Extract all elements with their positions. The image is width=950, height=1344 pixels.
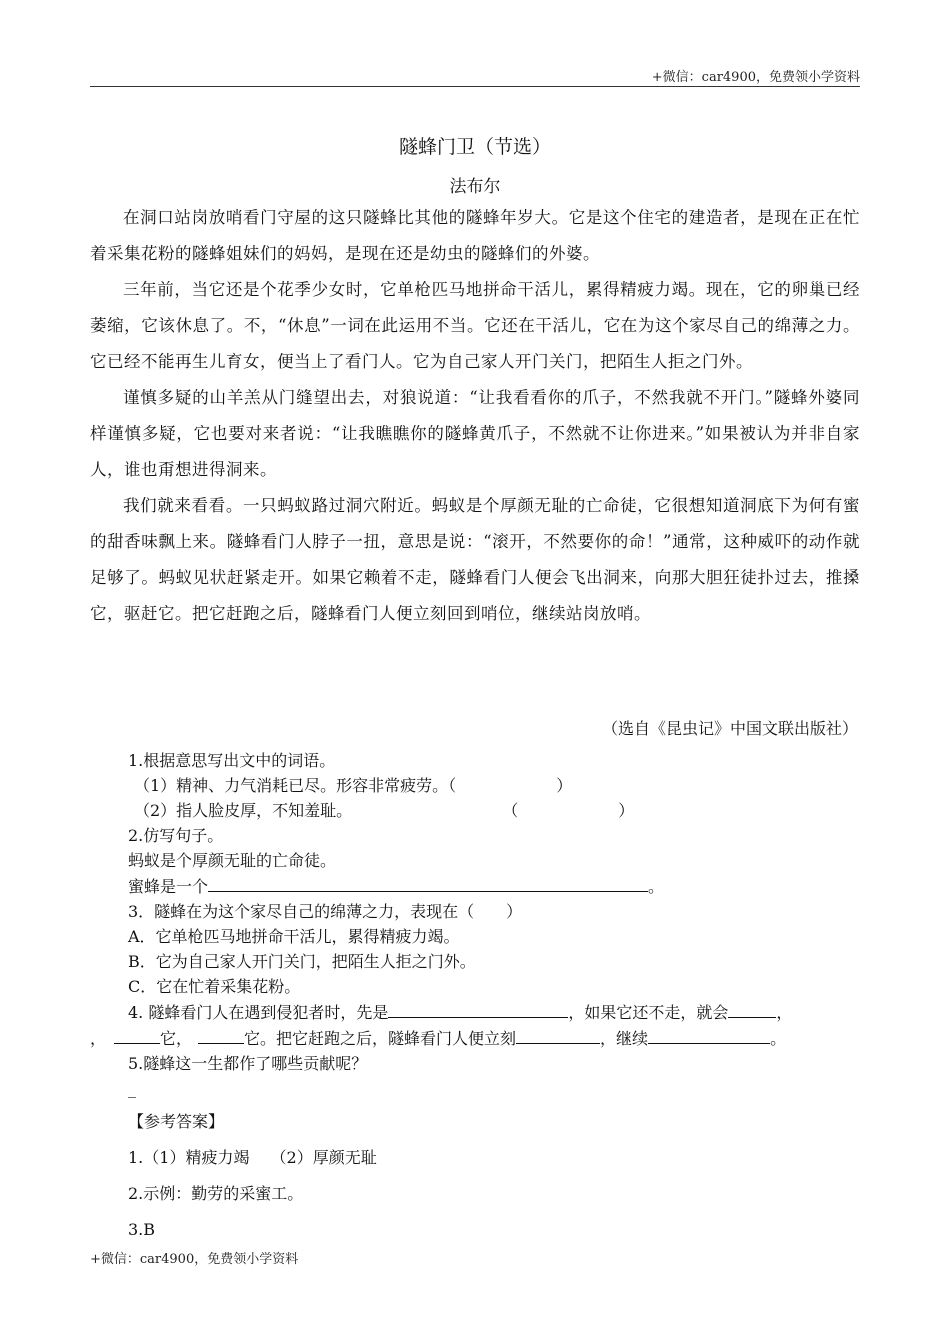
question-3-option-a: A．它单枪匹马地拼命干活儿，累得精疲力竭。 bbox=[128, 927, 460, 946]
paragraph: 谨慎多疑的山羊羔从门缝望出去，对狼说道：“让我看看你的爪子，不然我就不开门。”隧蜂外婆同样谨慎多疑，它也要对来者说：“让我瞧瞧你的隧蜂黄爪子，不然就不让你进来。”如果被认为并非自家人，谁也甭想进得洞来。 bbox=[90, 388, 860, 479]
question-2: 2.仿写句子。 bbox=[128, 826, 224, 845]
header-note: +微信：car4900，免费领小学资料 bbox=[651, 70, 860, 85]
paren-open: （ bbox=[502, 801, 519, 820]
answer-1: 1.（1）精疲力竭 （2）厚颜无耻 bbox=[128, 1148, 377, 1167]
paragraph: 在洞口站岗放哨看门守屋的这只隧蜂比其他的隧蜂年岁大。它是这个住宅的建造者，是现在正在忙着采集花粉的隧蜂姐妹们的妈妈，是现在还是幼虫的隧蜂们的外婆。 bbox=[90, 208, 860, 263]
answer-2: 2.示例：勤劳的采蜜工。 bbox=[128, 1184, 304, 1203]
footer-note: +微信：car4900，免费领小学资料 bbox=[90, 1252, 299, 1267]
period: 。 bbox=[770, 1029, 787, 1048]
question-1: 1.根据意思写出文中的词语。 bbox=[128, 751, 336, 770]
question-4-text-a: 4. 隧蜂看门人在遇到侵犯者时，先是 bbox=[128, 1003, 389, 1022]
question-1-1 bbox=[128, 773, 868, 798]
question-4-text-b: ，如果它还不走，就会 bbox=[568, 1003, 729, 1022]
period: 。 bbox=[648, 877, 665, 896]
answer-blank[interactable] bbox=[114, 1025, 160, 1044]
answer-blank[interactable] bbox=[198, 1025, 244, 1044]
question-2-prompt bbox=[128, 873, 868, 899]
article-author: 法布尔 bbox=[449, 177, 501, 197]
article-title: 隧蜂门卫（节选） bbox=[398, 136, 551, 158]
article-body bbox=[90, 200, 860, 632]
question-4-line-1 bbox=[128, 999, 868, 1025]
answer-3: 3.B bbox=[128, 1220, 156, 1239]
question-4-it-2: 它。把它赶跑之后，隧蜂看门人便立刻 bbox=[244, 1029, 517, 1048]
paren-close: ） bbox=[618, 801, 635, 820]
question-5-answer-line[interactable]: _ bbox=[128, 1079, 136, 1098]
article-source: （选自《昆虫记》中国文联出版社） bbox=[601, 719, 858, 738]
comma: ， bbox=[776, 1003, 793, 1022]
paragraph: 三年前，当它还是个花季少女时，它单枪匹马地拼命干活儿，累得精疲力竭。现在，它的卵巢已经萎缩，它该休息了。不，“休息”一词在此运用不当。它还在干活儿，它在为这个家尽自己的绵薄之力。它已经不能再生儿育女，便当上了看门人。它为自己家人开门关门，把陌生人拒之门外。 bbox=[90, 280, 860, 371]
answers-heading: 【参考答案】 bbox=[128, 1112, 225, 1131]
questions-section bbox=[90, 748, 868, 1101]
question-3: 3．隧蜂在为这个家尽自己的绵薄之力，表现在（ ） bbox=[128, 902, 523, 921]
question-1-2 bbox=[128, 798, 868, 823]
header-rule bbox=[90, 86, 860, 87]
question-4-then: ，继续 bbox=[600, 1029, 649, 1048]
question-2-example: 蚂蚁是个厚颜无耻的亡命徒。 bbox=[128, 851, 337, 870]
question-4-it-1: 它， bbox=[160, 1029, 193, 1048]
question-4-line-2 bbox=[90, 1025, 868, 1051]
comma: ， bbox=[90, 1029, 107, 1048]
answer-blank[interactable] bbox=[208, 873, 648, 892]
answers-section bbox=[128, 1104, 377, 1248]
answer-blank[interactable] bbox=[728, 999, 776, 1018]
question-3-option-b: B．它为自己家人开门关门，把陌生人拒之门外。 bbox=[128, 952, 476, 971]
question-5: 5.隧蜂这一生都作了哪些贡献呢？ bbox=[128, 1054, 368, 1073]
answer-blank[interactable] bbox=[516, 1025, 600, 1044]
question-1-2-text: （2）指人脸皮厚，不知羞耻。 bbox=[134, 801, 353, 820]
answer-blank[interactable] bbox=[648, 1025, 770, 1044]
paren-close: ） bbox=[556, 776, 573, 795]
paragraph: 我们就来看看。一只蚂蚁路过洞穴附近。蚂蚁是个厚颜无耻的亡命徒，它很想知道洞底下为何有蜜的甜香味飘上来。隧蜂看门人脖子一扭，意思是说：“滚开，不然要你的命！”通常，这种威吓的动作就足够了。蚂蚁见状赶紧走开。如果它赖着不走，隧蜂看门人便会飞出洞来，向那大胆狂徒扑过去，推搡它，驱赶它。把它赶跑之后，隧蜂看门人便立刻回到哨位，继续站岗放哨。 bbox=[90, 496, 860, 623]
question-1-1-text: （1）精神、力气消耗已尽。形容非常疲劳。（ bbox=[134, 776, 457, 795]
question-3-option-c: C．它在忙着采集花粉。 bbox=[128, 977, 301, 996]
answer-blank[interactable] bbox=[388, 999, 568, 1018]
question-2-prompt-text: 蜜蜂是一个 bbox=[128, 877, 209, 896]
